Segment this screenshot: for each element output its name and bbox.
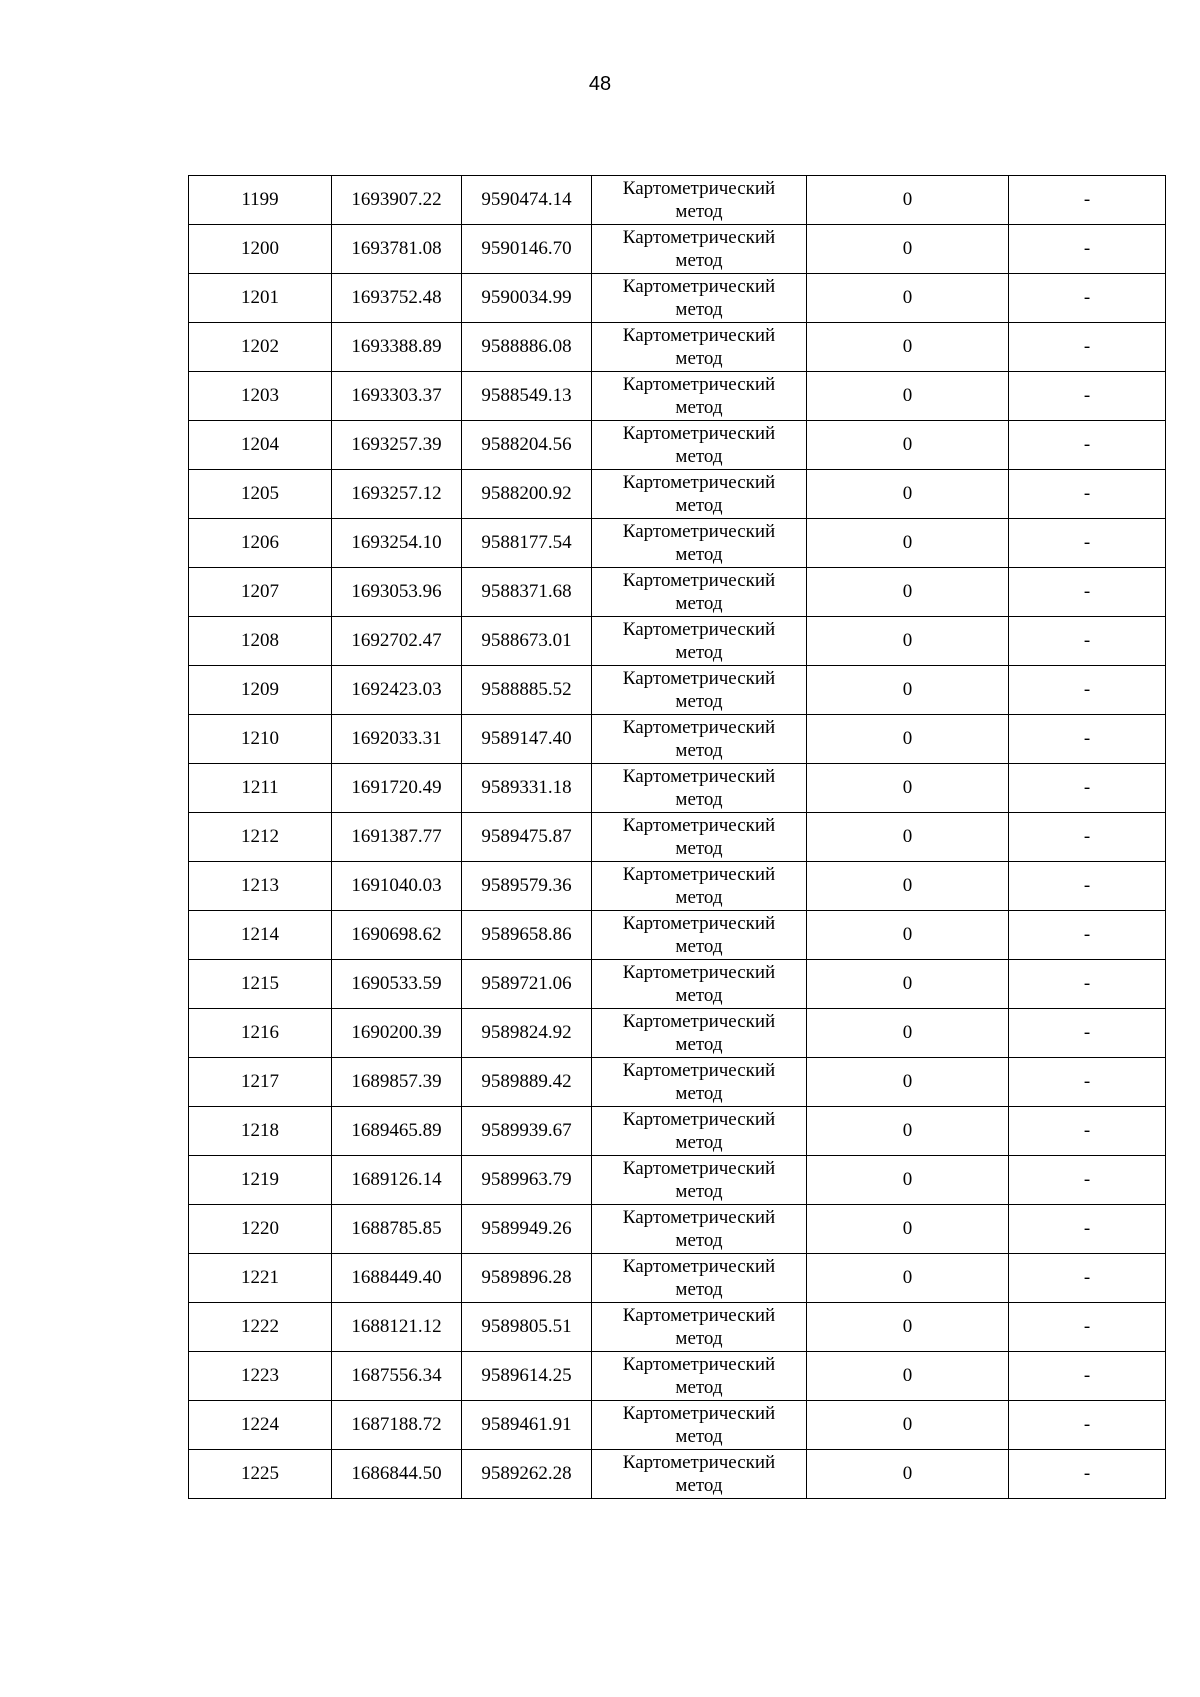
error-cell: 0 — [807, 323, 1009, 372]
error-cell: 0 — [807, 372, 1009, 421]
note-cell: - — [1009, 176, 1166, 225]
table-row — [189, 176, 1166, 225]
note-cell: - — [1009, 1401, 1166, 1450]
method-cell — [592, 1450, 807, 1499]
note-cell: - — [1009, 568, 1166, 617]
method-line-2: метод — [675, 495, 723, 516]
x-coordinate-cell: 1691040.03 — [332, 862, 462, 911]
method-line-2: метод — [675, 936, 723, 957]
method-cell — [592, 1107, 807, 1156]
table-row — [189, 1401, 1166, 1450]
error-cell: 0 — [807, 421, 1009, 470]
method-cell — [592, 1303, 807, 1352]
note-cell: - — [1009, 1009, 1166, 1058]
point-number-cell: 1221 — [189, 1254, 332, 1303]
y-coordinate-cell: 9588673.01 — [462, 617, 592, 666]
method-cell — [592, 323, 807, 372]
y-coordinate-cell: 9589939.67 — [462, 1107, 592, 1156]
note-cell: - — [1009, 813, 1166, 862]
method-cell — [592, 1156, 807, 1205]
note-cell: - — [1009, 1254, 1166, 1303]
method-cell — [592, 813, 807, 862]
method-line-2: метод — [675, 544, 723, 565]
method-cell — [592, 1352, 807, 1401]
y-coordinate-cell: 9590034.99 — [462, 274, 592, 323]
method-line-1: Картометрический — [622, 1207, 776, 1228]
error-cell: 0 — [807, 1058, 1009, 1107]
x-coordinate-cell: 1692702.47 — [332, 617, 462, 666]
method-line-1: Картометрический — [622, 1452, 776, 1473]
method-line-1: Картометрический — [622, 1256, 776, 1277]
method-line-1: Картометрический — [622, 815, 776, 836]
x-coordinate-cell: 1687556.34 — [332, 1352, 462, 1401]
method-line-2: метод — [675, 446, 723, 467]
x-coordinate-cell: 1693907.22 — [332, 176, 462, 225]
method-line-1: Картометрический — [622, 619, 776, 640]
error-cell: 0 — [807, 911, 1009, 960]
point-number-cell: 1225 — [189, 1450, 332, 1499]
method-line-1: Картометрический — [622, 472, 776, 493]
y-coordinate-cell: 9588177.54 — [462, 519, 592, 568]
note-cell: - — [1009, 421, 1166, 470]
table-row — [189, 323, 1166, 372]
point-number-cell: 1213 — [189, 862, 332, 911]
method-line-1: Картометрический — [622, 766, 776, 787]
method-line-2: метод — [675, 887, 723, 908]
table-row — [189, 568, 1166, 617]
method-line-1: Картометрический — [622, 913, 776, 934]
point-number-cell: 1216 — [189, 1009, 332, 1058]
x-coordinate-cell: 1693781.08 — [332, 225, 462, 274]
note-cell: - — [1009, 225, 1166, 274]
x-coordinate-cell: 1690533.59 — [332, 960, 462, 1009]
table-row — [189, 1058, 1166, 1107]
y-coordinate-cell: 9589147.40 — [462, 715, 592, 764]
point-number-cell: 1210 — [189, 715, 332, 764]
error-cell: 0 — [807, 1254, 1009, 1303]
x-coordinate-cell: 1689126.14 — [332, 1156, 462, 1205]
x-coordinate-cell: 1687188.72 — [332, 1401, 462, 1450]
method-line-2: метод — [675, 1230, 723, 1251]
method-line-1: Картометрический — [622, 1011, 776, 1032]
method-cell — [592, 274, 807, 323]
y-coordinate-cell: 9589896.28 — [462, 1254, 592, 1303]
method-line-2: метод — [675, 1475, 723, 1496]
method-line-2: метод — [675, 985, 723, 1006]
error-cell: 0 — [807, 176, 1009, 225]
x-coordinate-cell: 1689465.89 — [332, 1107, 462, 1156]
note-cell: - — [1009, 323, 1166, 372]
method-cell — [592, 764, 807, 813]
method-line-1: Картометрический — [622, 962, 776, 983]
method-cell — [592, 1205, 807, 1254]
method-line-1: Картометрический — [622, 374, 776, 395]
method-line-2: метод — [675, 1328, 723, 1349]
note-cell: - — [1009, 862, 1166, 911]
x-coordinate-cell: 1691720.49 — [332, 764, 462, 813]
point-number-cell: 1212 — [189, 813, 332, 862]
method-cell — [592, 666, 807, 715]
y-coordinate-cell: 9589805.51 — [462, 1303, 592, 1352]
table-row — [189, 911, 1166, 960]
note-cell: - — [1009, 372, 1166, 421]
y-coordinate-cell: 9588886.08 — [462, 323, 592, 372]
table-row — [189, 666, 1166, 715]
method-cell — [592, 1009, 807, 1058]
method-line-1: Картометрический — [622, 276, 776, 297]
error-cell: 0 — [807, 1156, 1009, 1205]
error-cell: 0 — [807, 617, 1009, 666]
error-cell: 0 — [807, 715, 1009, 764]
error-cell: 0 — [807, 862, 1009, 911]
method-cell — [592, 1401, 807, 1450]
note-cell: - — [1009, 666, 1166, 715]
note-cell: - — [1009, 960, 1166, 1009]
point-number-cell: 1222 — [189, 1303, 332, 1352]
error-cell: 0 — [807, 1205, 1009, 1254]
page-number: 48 — [588, 73, 612, 95]
method-cell — [592, 519, 807, 568]
table-row — [189, 470, 1166, 519]
y-coordinate-cell: 9590146.70 — [462, 225, 592, 274]
method-line-1: Картометрический — [622, 1305, 776, 1326]
method-line-1: Картометрический — [622, 178, 776, 199]
point-number-cell: 1218 — [189, 1107, 332, 1156]
table-row — [189, 1107, 1166, 1156]
method-line-1: Картометрический — [622, 864, 776, 885]
method-line-1: Картометрический — [622, 227, 776, 248]
method-line-1: Картометрический — [622, 423, 776, 444]
note-cell: - — [1009, 715, 1166, 764]
x-coordinate-cell: 1688785.85 — [332, 1205, 462, 1254]
x-coordinate-cell: 1691387.77 — [332, 813, 462, 862]
y-coordinate-cell: 9589579.36 — [462, 862, 592, 911]
x-coordinate-cell: 1693303.37 — [332, 372, 462, 421]
table-row — [189, 1205, 1166, 1254]
method-line-2: метод — [675, 642, 723, 663]
point-number-cell: 1224 — [189, 1401, 332, 1450]
y-coordinate-cell: 9589475.87 — [462, 813, 592, 862]
y-coordinate-cell: 9589721.06 — [462, 960, 592, 1009]
point-number-cell: 1203 — [189, 372, 332, 421]
note-cell: - — [1009, 470, 1166, 519]
y-coordinate-cell: 9589658.86 — [462, 911, 592, 960]
point-number-cell: 1219 — [189, 1156, 332, 1205]
table-row — [189, 715, 1166, 764]
point-number-cell: 1211 — [189, 764, 332, 813]
x-coordinate-cell: 1692033.31 — [332, 715, 462, 764]
x-coordinate-cell: 1693053.96 — [332, 568, 462, 617]
method-cell — [592, 568, 807, 617]
y-coordinate-cell: 9588549.13 — [462, 372, 592, 421]
note-cell: - — [1009, 764, 1166, 813]
x-coordinate-cell: 1690200.39 — [332, 1009, 462, 1058]
note-cell: - — [1009, 1058, 1166, 1107]
table-row — [189, 813, 1166, 862]
method-line-2: метод — [675, 201, 723, 222]
error-cell: 0 — [807, 1009, 1009, 1058]
table-row — [189, 764, 1166, 813]
method-line-1: Картометрический — [622, 570, 776, 591]
x-coordinate-cell: 1693257.39 — [332, 421, 462, 470]
method-line-1: Картометрический — [622, 668, 776, 689]
point-number-cell: 1201 — [189, 274, 332, 323]
method-cell — [592, 470, 807, 519]
method-line-2: метод — [675, 397, 723, 418]
error-cell: 0 — [807, 1107, 1009, 1156]
error-cell: 0 — [807, 568, 1009, 617]
y-coordinate-cell: 9588371.68 — [462, 568, 592, 617]
y-coordinate-cell: 9590474.14 — [462, 176, 592, 225]
point-number-cell: 1220 — [189, 1205, 332, 1254]
y-coordinate-cell: 9589614.25 — [462, 1352, 592, 1401]
point-number-cell: 1207 — [189, 568, 332, 617]
error-cell: 0 — [807, 764, 1009, 813]
x-coordinate-cell: 1689857.39 — [332, 1058, 462, 1107]
point-number-cell: 1202 — [189, 323, 332, 372]
method-line-1: Картометрический — [622, 521, 776, 542]
y-coordinate-cell: 9589824.92 — [462, 1009, 592, 1058]
x-coordinate-cell: 1692423.03 — [332, 666, 462, 715]
method-line-2: метод — [675, 1083, 723, 1104]
coordinates-table — [188, 175, 1166, 1499]
y-coordinate-cell: 9589331.18 — [462, 764, 592, 813]
note-cell: - — [1009, 1205, 1166, 1254]
error-cell: 0 — [807, 1352, 1009, 1401]
table-row — [189, 1352, 1166, 1401]
note-cell: - — [1009, 1352, 1166, 1401]
method-line-2: метод — [675, 593, 723, 614]
method-line-1: Картометрический — [622, 1158, 776, 1179]
point-number-cell: 1208 — [189, 617, 332, 666]
method-line-2: метод — [675, 1426, 723, 1447]
error-cell: 0 — [807, 1401, 1009, 1450]
method-cell — [592, 1058, 807, 1107]
method-cell — [592, 960, 807, 1009]
error-cell: 0 — [807, 519, 1009, 568]
point-number-cell: 1199 — [189, 176, 332, 225]
point-number-cell: 1204 — [189, 421, 332, 470]
table-row — [189, 519, 1166, 568]
note-cell: - — [1009, 1303, 1166, 1352]
table-row — [189, 372, 1166, 421]
table-row — [189, 862, 1166, 911]
error-cell: 0 — [807, 470, 1009, 519]
note-cell: - — [1009, 1156, 1166, 1205]
x-coordinate-cell: 1693254.10 — [332, 519, 462, 568]
method-cell — [592, 911, 807, 960]
point-number-cell: 1214 — [189, 911, 332, 960]
error-cell: 0 — [807, 813, 1009, 862]
method-line-2: метод — [675, 1034, 723, 1055]
method-line-2: метод — [675, 1132, 723, 1153]
method-line-1: Картометрический — [622, 1109, 776, 1130]
point-number-cell: 1206 — [189, 519, 332, 568]
method-line-1: Картометрический — [622, 1060, 776, 1081]
method-line-2: метод — [675, 1377, 723, 1398]
table-row — [189, 274, 1166, 323]
note-cell: - — [1009, 519, 1166, 568]
y-coordinate-cell: 9588885.52 — [462, 666, 592, 715]
method-cell — [592, 176, 807, 225]
method-line-2: метод — [675, 740, 723, 761]
point-number-cell: 1205 — [189, 470, 332, 519]
method-line-2: метод — [675, 838, 723, 859]
table-row — [189, 225, 1166, 274]
method-line-2: метод — [675, 691, 723, 712]
error-cell: 0 — [807, 1303, 1009, 1352]
note-cell: - — [1009, 1107, 1166, 1156]
method-line-2: метод — [675, 1279, 723, 1300]
note-cell: - — [1009, 1450, 1166, 1499]
method-line-1: Картометрический — [622, 325, 776, 346]
point-number-cell: 1200 — [189, 225, 332, 274]
error-cell: 0 — [807, 274, 1009, 323]
y-coordinate-cell: 9589949.26 — [462, 1205, 592, 1254]
y-coordinate-cell: 9588200.92 — [462, 470, 592, 519]
y-coordinate-cell: 9589889.42 — [462, 1058, 592, 1107]
table-row — [189, 960, 1166, 1009]
method-cell — [592, 715, 807, 764]
note-cell: - — [1009, 911, 1166, 960]
x-coordinate-cell: 1693388.89 — [332, 323, 462, 372]
y-coordinate-cell: 9589262.28 — [462, 1450, 592, 1499]
x-coordinate-cell: 1688121.12 — [332, 1303, 462, 1352]
table-row — [189, 421, 1166, 470]
method-line-2: метод — [675, 250, 723, 271]
x-coordinate-cell: 1688449.40 — [332, 1254, 462, 1303]
point-number-cell: 1217 — [189, 1058, 332, 1107]
x-coordinate-cell: 1690698.62 — [332, 911, 462, 960]
table-row — [189, 1254, 1166, 1303]
table-row — [189, 1303, 1166, 1352]
note-cell: - — [1009, 274, 1166, 323]
method-cell — [592, 225, 807, 274]
method-cell — [592, 372, 807, 421]
coordinates-table-body — [189, 176, 1166, 1499]
table-row — [189, 1450, 1166, 1499]
method-line-1: Картометрический — [622, 717, 776, 738]
table-row — [189, 617, 1166, 666]
point-number-cell: 1223 — [189, 1352, 332, 1401]
note-cell: - — [1009, 617, 1166, 666]
method-line-1: Картометрический — [622, 1354, 776, 1375]
method-line-2: метод — [675, 1181, 723, 1202]
table-row — [189, 1156, 1166, 1205]
error-cell: 0 — [807, 960, 1009, 1009]
method-line-2: метод — [675, 348, 723, 369]
error-cell: 0 — [807, 666, 1009, 715]
y-coordinate-cell: 9589461.91 — [462, 1401, 592, 1450]
method-line-2: метод — [675, 789, 723, 810]
x-coordinate-cell: 1693752.48 — [332, 274, 462, 323]
x-coordinate-cell: 1686844.50 — [332, 1450, 462, 1499]
y-coordinate-cell: 9588204.56 — [462, 421, 592, 470]
y-coordinate-cell: 9589963.79 — [462, 1156, 592, 1205]
method-cell — [592, 1254, 807, 1303]
table-row — [189, 1009, 1166, 1058]
method-cell — [592, 421, 807, 470]
method-cell — [592, 862, 807, 911]
error-cell: 0 — [807, 225, 1009, 274]
error-cell: 0 — [807, 1450, 1009, 1499]
point-number-cell: 1209 — [189, 666, 332, 715]
method-line-1: Картометрический — [622, 1403, 776, 1424]
x-coordinate-cell: 1693257.12 — [332, 470, 462, 519]
method-cell — [592, 617, 807, 666]
point-number-cell: 1215 — [189, 960, 332, 1009]
method-line-2: метод — [675, 299, 723, 320]
